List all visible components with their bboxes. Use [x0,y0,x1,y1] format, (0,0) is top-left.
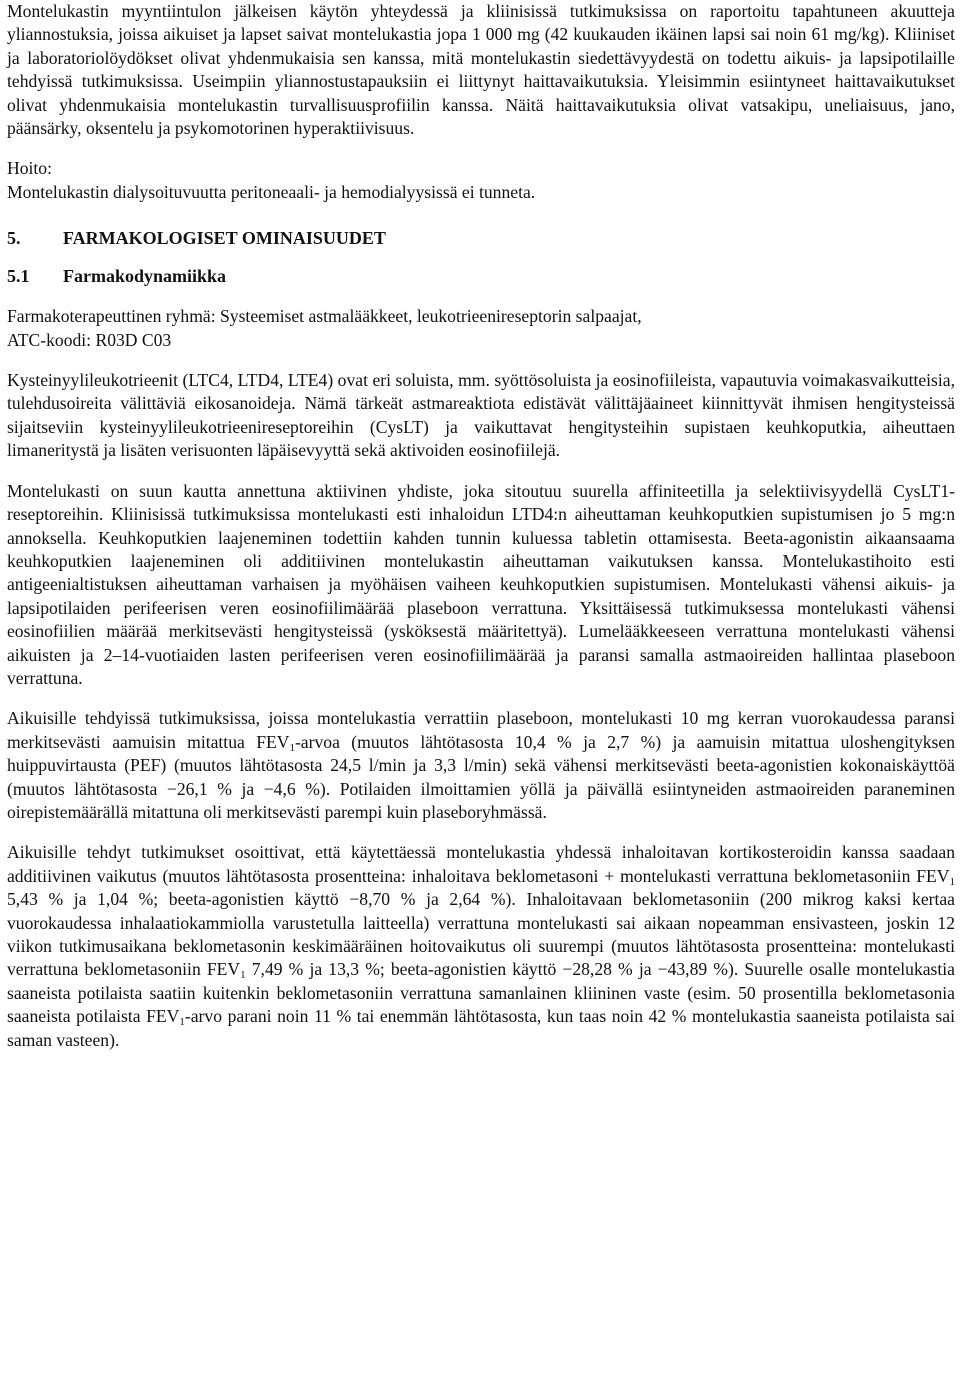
text-run: 5,43 % ja 1,04 %; beeta-agonistien käyttö −8,70 % ja 2,64 %). Inhaloitavaan beklometasoniin (200 mikrog kaksi kertaa vuorokaudessa inhalaatiokammiolla varustetulla laitteella) verrattuna montelukasti sai aikaan nopeamman ensivasteen, joskin 12 viikon tutkimusaikana beklometasonin keskimääräinen hoitovaikutus oli suurempi (muutos lähtötasosta prosentteina: montelukasti verrattuna beklometasoniin FEV [7,889,955,980]
section-5-1-title: Farmakodynamiikka [63,266,227,287]
spacer [7,204,955,226]
atc-code-line: ATC-koodi: R03D C03 [7,329,172,350]
montelukast-mechanism-paragraph: Montelukasti on suun kautta annettuna aktiivinen yhdiste, joka sitoutuu suurella affiniteetilla ja selektiivisyydellä CysLT1-reseptoreihin. Kliinisissä tutkimuksissa montelukasti esti inhaloidun LTD4:n aiheuttaman keuhkoputkien supistumisen jo 5 mg:n annoksella. Keuhkoputkien laajeneminen todettiin kahden tunnin kuluessa tabletin ottamisesta. Beeta-agonistin aikaansaama keuhkoputkien laajeneminen oli additiivinen montelukastin aiheuttaman vaikutuksen kanssa. Montelukastihoito esti antigeenialtistuksen aiheuttaman varhaisen ja myöhäisen vaiheen keuhkoputkien supistumisen. Montelukasti vähensi aikuis- ja lapsipotilaiden perifeerisen veren eosinofiilimäärää plaseboon verrattuna. Yksittäisessä tutkimuksessa montelukasti vähensi eosinofiilien määrää merkitsevästi hengitysteissä (ysköksestä määritettyä). Lumelääkkeeseen verrattuna montelukasti vähensi aikuisten ja 2–14-vuotiaiden lasten perifeerisen veren eosinofiilimäärää ja paransi samalla astmaoireiden hallintaa plaseboon verrattuna. [7,480,955,688]
adult-studies-paragraph [7,707,955,824]
treatment-text: Montelukastin dialysoituvuutta peritoneaali- ja hemodialyysissä ei tunneta. [7,181,536,202]
section-5-heading [7,226,955,250]
spacer [7,824,955,841]
spacer [7,352,955,369]
text-run: -arvo parani noin 11 % tai enemmän lähtötasosta, kun taas noin 42 % montelukastia saaneista potilaista sai saman vasteen). [7,1006,955,1050]
text-run: Aikuisille tehdyissä tutkimuksissa, joissa montelukastia verrattiin plaseboon, montelukasti 10 mg kerran vuorokaudessa paransi merkitsevästi aamuisin mitattua FEV [7,708,955,752]
subscript: 1 [949,875,955,888]
document-page [7,0,955,1052]
text-run: Aikuisille tehdyt tutkimukset osoittivat, että käytettäessä montelukastia yhdessä inhaloitavan kortikosteroidin kanssa saadaan additiivinen vaikutus (muutos lähtötasosta prosentteina: inhaloitava beklometasoni + montelukasti verrattuna beklometasoniin FEV [7,842,955,886]
subscript: 1 [240,969,246,982]
section-5-title: FARMAKOLOGISET OMINAISUUDET [63,228,386,249]
section-5-number: 5. [7,228,21,249]
spacer [7,250,955,264]
corticosteroid-paragraph [7,841,955,1052]
subscript: 1 [289,741,295,754]
section-5-1-heading [7,264,955,288]
section-5-1-number: 5.1 [7,266,30,287]
text-run: -arvoa (muutos lähtötasosta 10,4 % ja 2,7 %) ja aamuisin mitattua uloshengityksen huippuvirtausta (PEF) (muutos lähtötasosta 24,5 l/min ja 3,3 l/min) sekä vähensi merkitsevästi beeta-agonistien kokonaiskäyttöä (muutos lähtötasosta −26,1 % ja −4,6 %). Potilaiden ilmoittamien yöllä ja päivällä esiintyneiden astmaoireiden paraneminen oirepistemäärällä mitattuna oli merkitsevästi parempi kuin plaseboryhmässä. [7,731,955,822]
leukotrienes-paragraph: Kysteinyylileukotrieenit (LTC4, LTD4, LTE4) ovat eri soluista, mm. syöttösoluista ja eosinofiileista, vapautuvia voimakasvaikutteisia, tulehdusoireita välittäviä eikosanoideja. Nämä tärkeät astmareaktiota edistävät välittäjäaineet kiinnittyvät ihmisen hengitysteissä sijaitseviin kysteinyylileukotrieenireseptoreihin (CysLT) ja vaikuttavat hengitysteihin supistaen keuhkoputkia, aiheuttaen limaneritystä ja lisäten verisuonten läpäisevyyttä sekä aktivoiden eosinofiilejä. [7,370,955,461]
spacer [7,288,955,305]
text-run: 7,49 % ja 13,3 %; beeta-agonistien käyttö −28,28 % ja −43,89 %). Suurelle osalle montelukastia saaneista potilaista saatiin kuitenkin beklometasoniin verrattuna samanlainen kliininen vaste (esim. 50 prosentilla beklometasonia saaneista potilaista FEV [7,959,955,1027]
treatment-label: Hoito: [7,158,52,179]
spacer [7,140,955,157]
overdose-paragraph: Montelukastin myyntiintulon jälkeisen käytön yhteydessä ja kliinisissä tutkimuksissa on raportoitu tapahtuneen akuutteja yliannostuksia, joissa aikuiset ja lapset saivat montelukastia jopa 1 000 mg (42 kuukauden ikäinen lapsi sai noin 61 mg/kg). Kliiniset ja laboratoriolöydökset olivat yhdenmukaisia sen kanssa, mitä montelukastin siedettävyydestä on todettu aikuis- ja lapsipotilaille tehdyissä tutkimuksissa. Useimpiin yliannostustapauksiin ei liittynyt haittavaikutuksia. Yleisimmin esiintyneet haittavaikutukset olivat yhdenmukaisia montelukastin turvallisuusprofiilin kanssa. Näitä haittavaikutuksia olivat vatsakipu, uneliaisuus, jano, päänsärky, oksentelu ja psykomotorinen hyperaktiivisuus. [7,1,955,139]
pharmacotherapeutic-line: Farmakoterapeuttinen ryhmä: Systeemiset astmalääkkeet, leukotrieenireseptorin salpaajat, [7,306,642,327]
pharmacotherapeutic-group [7,305,955,352]
spacer [7,463,955,480]
spacer [7,690,955,707]
subscript: 1 [179,1016,185,1029]
